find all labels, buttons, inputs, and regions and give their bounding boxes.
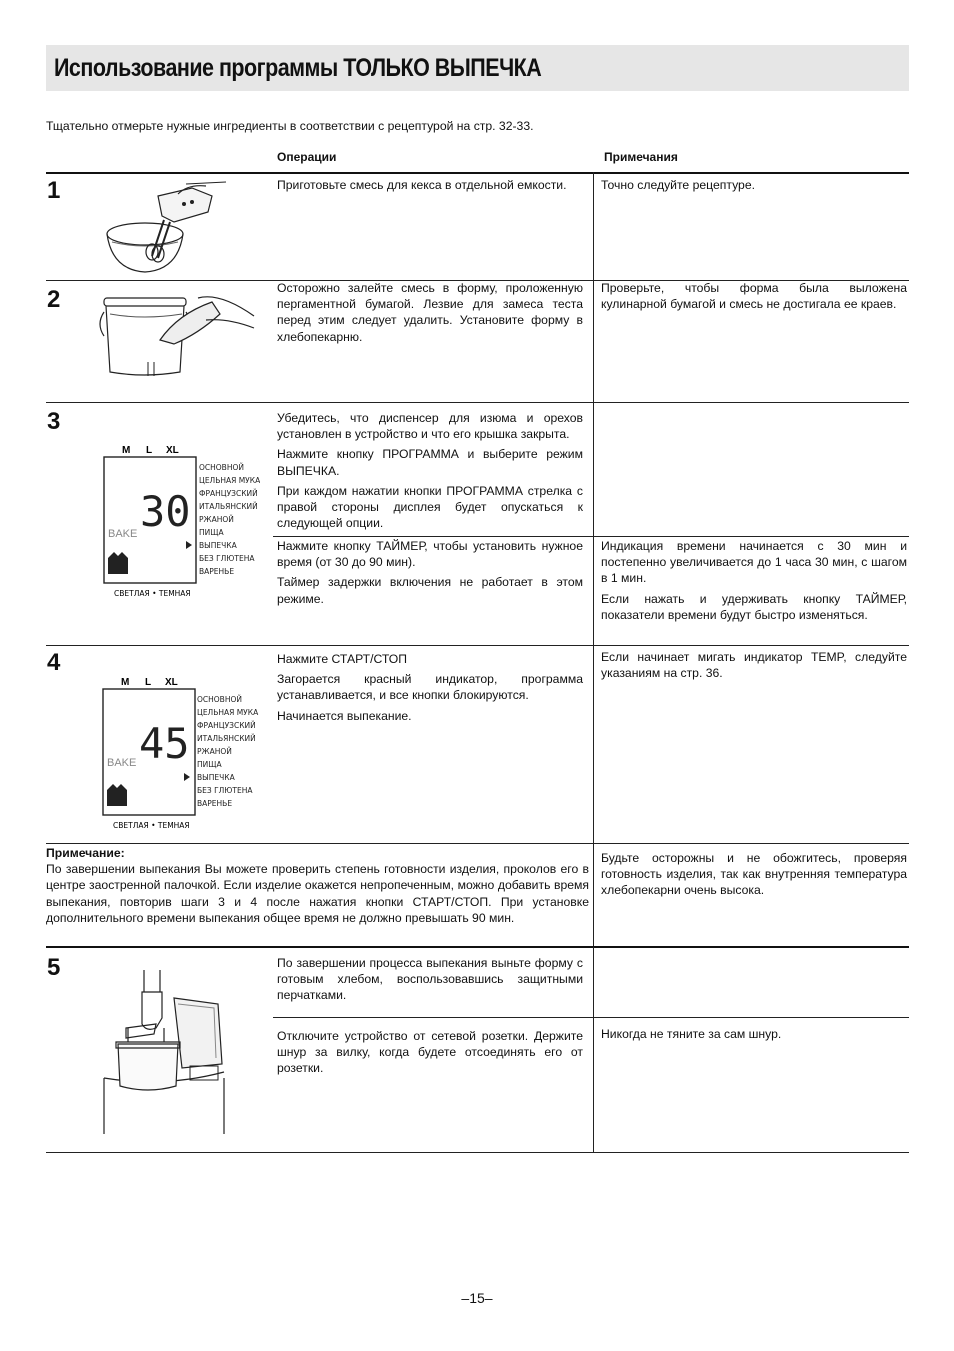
menu-item: ВЫПЕЧКА (197, 773, 235, 782)
menu-item: ПИЩА (199, 528, 224, 537)
step4-note (601, 649, 907, 685)
menu-item: ФРАНЦУЗСКИЙ (199, 489, 258, 498)
step3-note-b-1: Индикация времени начинается с 30 мин и постепенно увеличивается до 1 часа 30 мин, с шагом в 1 мин. (601, 539, 907, 586)
menu-item: ОСНОВНОЙ (197, 695, 242, 704)
step1-note-text: Точно следуйте рецептуре. (601, 178, 755, 192)
column-divider-step5 (593, 947, 594, 1152)
step5-op-a-text: По завершении процесса выпекания выньте форму с готовым хлебом, воспользовавшись защитными перчатками. (277, 956, 583, 1003)
lcd-display-step3 (100, 440, 260, 602)
step5-op-b-text: Отключите устройство от сетевой розетки. Держите шнур за вилку, когда будете отсоединять его от розетки. (277, 1029, 583, 1076)
step4-op-1: Нажмите СТАРТ/СТОП (277, 652, 408, 666)
step1-op-text: Приготовьте смесь для кекса в отдельной емкости. (277, 178, 567, 192)
step4-op-2: Загорается красный индикатор, программа устанавливается, и все кнопки блокируются. (277, 672, 583, 703)
column-header-notes: Примечания (604, 150, 678, 164)
rule-bottom (46, 1152, 909, 1153)
step2-operation (277, 280, 583, 349)
step2-note-text: Проверьте, чтобы форма была выложена кулинарной бумагой и смесь не достигала ее краев. (601, 281, 907, 312)
title-bar (46, 45, 909, 91)
note-side-text: Будьте осторожны и не обожгитесь, проверяя готовность изделия, так как внутренняя температура хлебопекарни очень высока. (601, 851, 907, 898)
menu-item: ВЫПЕЧКА (199, 541, 237, 550)
step-number-2: 2 (47, 286, 61, 313)
step3-operation-a (277, 410, 583, 535)
size-label-m: M (122, 445, 131, 456)
menu-item: ПИЩА (197, 760, 222, 769)
step3-op-a-2: Нажмите кнопку ПРОГРАММА и выберите режим ВЫПЕЧКА. (277, 447, 583, 478)
menu-item: ЦЕЛЬНАЯ МУКА (197, 708, 259, 717)
menu-item: ЦЕЛЬНАЯ МУКА (199, 476, 260, 485)
note-text: По завершении выпекания Вы можете проверить степень готовности изделия, проколов его в центре заостренной палочкой. Если изделие окажется непропеченным, можно добавить время выпекания, повторив шаги 3 и 4 после нажатия кнопки СТАРТ/СТОП. При установке дополнительного времени выпекания общее время не должно превышать 90 мин. (46, 862, 589, 925)
rule-step3-split (273, 536, 909, 537)
timer-digits: 30 (140, 487, 191, 536)
menu-item: ИТАЛЬЯНСКИЙ (197, 734, 256, 743)
step2-op-text: Осторожно залейте смесь в форму, проложенную пергаментной бумагой. Лезвие для замеса теста перед этим следует удалить. Установите форму в хлебопекарню. (277, 281, 583, 344)
size-label-l: L (146, 445, 153, 456)
step2-note (601, 280, 907, 316)
menu-item: ОСНОВНОЙ (199, 463, 244, 472)
menu-item: ВАРЕНЬЕ (199, 567, 235, 576)
step5-note-b (601, 1026, 907, 1046)
step4-note-text: Если начинает мигать индикатор TEMP, следуйте указаниям на стр. 36. (601, 650, 907, 681)
rule-step4 (46, 645, 909, 646)
step3-note-b-2: Если нажать и удерживать кнопку ТАЙМЕР, показатели времени будут быстро изменяться. (601, 591, 907, 622)
menu-item: БЕЗ ГЛЮТЕНА (199, 554, 255, 563)
rule-top (46, 172, 909, 174)
step3-op-a-1: Убедитесь, что диспенсер для изюма и орехов установлен в устройство и что его крышка закрыта. (277, 411, 583, 442)
selection-arrow-icon (184, 773, 190, 781)
rule-step5-split (273, 1017, 909, 1018)
step4-op-3: Начинается выпекание. (277, 708, 412, 723)
rule-note (46, 843, 909, 844)
step5-operation-a (277, 955, 583, 1008)
intro-text: Тщательно отмерьте нужные ингредиенты в соответствии с рецептурой на стр. 32-33. (46, 119, 534, 133)
note-side (601, 850, 907, 903)
page-title: Использование программы ТОЛЬКО ВЫПЕЧКА (54, 54, 542, 82)
size-label-xl: XL (165, 677, 178, 688)
step3-operation-b (277, 538, 583, 611)
column-header-operations: Операции (277, 150, 337, 164)
crust-label: СВЕТЛАЯ • ТЕМНАЯ (114, 589, 191, 598)
column-divider (593, 172, 594, 946)
timer-digits: 45 (139, 719, 190, 768)
pan-pour-illustration (94, 284, 259, 384)
step1-note (601, 177, 907, 197)
menu-item: РЖАНОЙ (199, 515, 234, 524)
remove-pan-illustration (98, 968, 233, 1140)
bake-indicator: BAKE (107, 757, 137, 769)
rule-step5 (46, 946, 909, 948)
selection-arrow-icon (186, 541, 192, 549)
rule-step3 (46, 402, 909, 403)
size-label-m: M (121, 677, 130, 688)
step3-op-b-2: Таймер задержки включения не работает в этом режиме. (277, 575, 583, 606)
crust-loaf-icon (108, 552, 128, 574)
step1-operation (277, 177, 587, 197)
step-number-1: 1 (47, 177, 61, 204)
step5-note-b-text: Никогда не тяните за сам шнур. (601, 1027, 782, 1041)
step4-operation (277, 651, 583, 728)
size-label-xl: XL (166, 445, 179, 456)
note-block (46, 845, 589, 926)
menu-item: БЕЗ ГЛЮТЕНА (197, 786, 253, 795)
step-number-4: 4 (47, 649, 61, 676)
step3-op-a-3: При каждом нажатии кнопки ПРОГРАММА стрелка с правой стороны дисплея будет опускаться к следующей опции. (277, 483, 583, 531)
step-number-3: 3 (47, 408, 61, 435)
crust-loaf-icon (107, 784, 127, 806)
mixer-bowl-illustration (100, 178, 230, 276)
menu-item: РЖАНОЙ (197, 747, 232, 756)
step3-op-b-1: Нажмите кнопку ТАЙМЕР, чтобы установить нужное время (от 30 до 90 мин). (277, 539, 583, 570)
menu-item: ФРАНЦУЗСКИЙ (197, 721, 256, 730)
menu-item: ВАРЕНЬЕ (197, 799, 233, 808)
lcd-display-step4 (99, 672, 259, 834)
menu-item: ИТАЛЬЯНСКИЙ (199, 502, 258, 511)
step5-operation-b (277, 1028, 583, 1081)
note-label: Примечание: (46, 846, 125, 860)
size-label-l: L (145, 677, 152, 688)
crust-label: СВЕТЛАЯ • ТЕМНАЯ (113, 821, 190, 830)
page-number: –15– (461, 1290, 493, 1306)
bake-indicator: BAKE (108, 528, 138, 540)
step3-note-b (601, 538, 907, 627)
step-number-5: 5 (47, 954, 61, 981)
